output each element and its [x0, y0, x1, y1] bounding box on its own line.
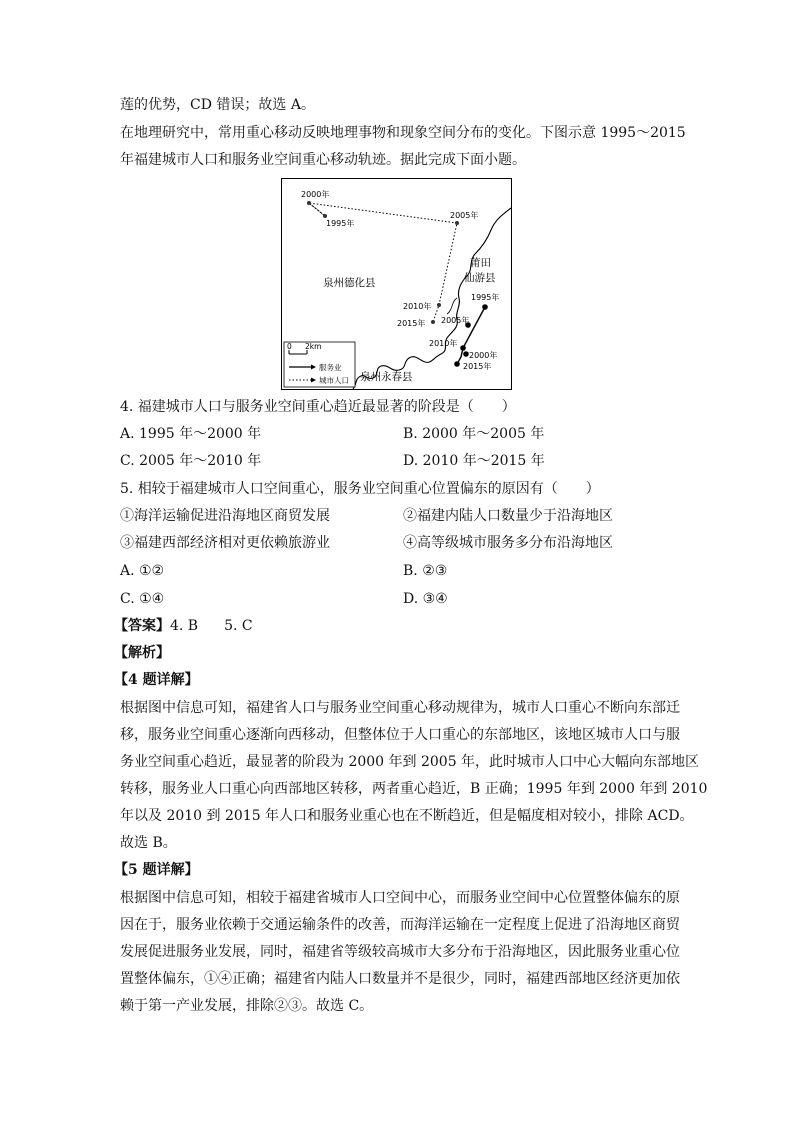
svc-point-1995 — [482, 304, 488, 310]
q5-option-c: C. ①④ — [120, 591, 165, 607]
expl4-line-1: 移，服务业空间重心逐渐向西移动，但整体位于人口重心的东部地区，该地区城市人口与服 — [120, 727, 680, 743]
q5-option-a: A. ①② — [120, 563, 165, 579]
intro-line-2: 年福建城市人口和服务业空间重心移动轨迹。据此完成下面小题。 — [120, 152, 526, 168]
intro-line-0: 莲的优势，CD 错误；故选 A。 — [120, 97, 315, 113]
expl5-line-4: 赖于第一产业发展，排除②③。故选 C。 — [120, 998, 374, 1014]
expl5-line-1: 因在于，服务业依赖于交通运输条件的改善，而海洋运输在一定程度上促进了沿海地区商贸 — [120, 917, 680, 933]
pop-point-2000 — [307, 201, 311, 205]
answer-tag: 【答案】 — [114, 618, 170, 634]
q4-stem: 4. 福建城市人口与服务业空间重心趋近最显著的阶段是（ ） — [120, 399, 516, 415]
svc-point-2010 — [460, 345, 466, 351]
expl5-line-0: 根据图中信息可知，相较于福建省城市人口空间中心，而服务业空间中心位置整体偏东的原 — [120, 890, 680, 906]
svc-label-2005: 2005年 — [441, 316, 470, 325]
pop-point-1995 — [323, 214, 327, 218]
region-dehua: 泉州德化县 — [323, 277, 376, 289]
legend-population-label: 城市人口 — [319, 376, 349, 385]
q5-statement-1: ①海洋运输促进沿海地区商贸发展 — [120, 508, 330, 524]
q5-statement-2: ②福建内陆人口数量少于沿海地区 — [403, 508, 613, 524]
gravity-center-map — [281, 178, 512, 390]
analysis-heading: 【解析】 — [114, 645, 170, 661]
scale-unit: 2km — [305, 342, 322, 351]
q4-option-b: B. 2000 年～2005 年 — [403, 426, 545, 442]
intro-line-1: 在地理研究中，常用重心移动反映地理事物和现象空间分布的变化。下图示意 1995～2015 — [120, 125, 686, 141]
svc-point-2000 — [463, 351, 469, 357]
q4-option-d: D. 2010 年～2015 年 — [403, 453, 545, 469]
pop-label-2000: 2000年 — [301, 190, 330, 199]
pop-point-2005 — [455, 221, 459, 225]
q5-stem: 5. 相较于福建城市人口空间重心，服务业空间重心位置偏东的原因有（ ） — [120, 481, 600, 497]
answer-q5: 5. C — [224, 618, 253, 634]
detail4-heading: 【4 题详解】 — [114, 672, 199, 688]
expl5-line-2: 发展促进服务业发展，同时，福建省等级较高城市大多分布于沿海地区，因此服务业重心位 — [120, 944, 680, 960]
pop-point-2015 — [431, 320, 435, 324]
expl4-line-5: 故选 B。 — [120, 835, 177, 851]
pop-label-2015: 2015年 — [397, 319, 426, 328]
pop-point-2010 — [437, 303, 441, 307]
q5-option-d: D. ③④ — [403, 591, 448, 607]
detail5-heading: 【5 题详解】 — [114, 862, 199, 878]
scale-zero: 0 — [287, 342, 292, 351]
pop-label-2010: 2010年 — [403, 302, 432, 311]
svc-label-2000: 2000年 — [469, 351, 498, 360]
answer-q4: 4. B — [170, 618, 199, 634]
region-xianyou: 仙游县 — [464, 272, 496, 284]
region-putian: 莆田 — [470, 257, 491, 269]
q5-statement-4: ④高等级城市服务多分布沿海地区 — [403, 535, 613, 551]
svc-label-2010: 2010年 — [429, 339, 458, 348]
q4-option-c: C. 2005 年～2010 年 — [120, 453, 262, 469]
expl5-line-3: 置整体偏东，①④正确；福建省内陆人口数量并不是很少，同时，福建西部地区经济更加依 — [120, 971, 680, 987]
expl4-line-2: 务业空间重心趋近，最显著的阶段为 2000 年到 2005 年，此时城市人口中心大幅向东部地区 — [120, 754, 700, 770]
expl4-line-0: 根据图中信息可知，福建省人口与服务业空间重心移动规律为，城市人口重心不断向东部迁 — [120, 700, 680, 716]
answer-line — [114, 616, 253, 636]
expl4-line-4: 年以及 2010 到 2015 年人口和服务业重心也在不断趋近，但是幅度相对较小，排除 ACD。 — [120, 808, 694, 824]
svc-point-2015 — [454, 361, 460, 367]
q5-statement-3: ③福建西部经济相对更依赖旅游业 — [120, 535, 330, 551]
svc-label-1995: 1995年 — [471, 293, 500, 302]
pop-label-2005: 2005年 — [450, 211, 479, 220]
legend-service-label: 服务业 — [319, 363, 342, 372]
q5-option-b: B. ②③ — [403, 563, 448, 579]
region-yongchun: 泉州永春县 — [360, 371, 413, 383]
expl4-line-3: 转移，服务业人口重心向西部地区转移，两者重心趋近，B 正确；1995 年到 2000 年到 2010 — [120, 781, 708, 797]
q4-option-a: A. 1995 年～2000 年 — [120, 426, 262, 442]
svc-label-2015: 2015年 — [463, 362, 492, 371]
pop-label-1995: 1995年 — [326, 219, 355, 228]
